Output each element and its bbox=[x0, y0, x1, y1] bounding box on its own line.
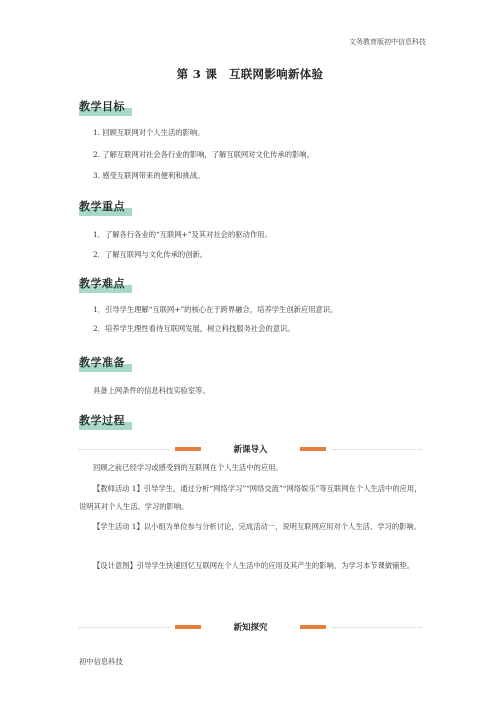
section-process-heading bbox=[79, 413, 125, 431]
lesson-title: 第 3 课 互联网影响新体验 bbox=[176, 67, 324, 81]
divider-accent bbox=[300, 447, 326, 451]
subsection-title: 新知探究 bbox=[233, 623, 268, 633]
section-key-heading bbox=[79, 199, 125, 217]
section-title: 教学重点 bbox=[79, 200, 125, 213]
teacher-activity-paragraph: 【教师活动 1】引导学生，通过分析“网络学习”“网络交流”“网络娱乐”等互联网在个人生活中的应用，说明其对个人生活、学习的影响。 bbox=[79, 484, 422, 511]
intro-paragraph: 回顾之前已经学习或感受到的互联网在个人生活中的应用。 bbox=[93, 463, 283, 472]
key-item: 2．了解互联网与文化传承的创新。 bbox=[93, 250, 208, 259]
difficulty-item: 2．培养学生理性看待互联网发展，树立科技服务社会的意识。 bbox=[93, 324, 295, 333]
subsection-title: 新课导入 bbox=[233, 445, 268, 455]
divider-rule bbox=[332, 627, 422, 628]
section-title: 教学过程 bbox=[79, 414, 125, 427]
difficulty-item: 1．引导学生理解“互联网+”的核心在于跨界融合，培养学生创新应用意识。 bbox=[93, 305, 338, 314]
goal-item: 3. 感受互联网带来的便利和挑战。 bbox=[93, 171, 205, 180]
page-footer: 初中信息科技 bbox=[79, 657, 123, 666]
subsection-intro-divider bbox=[79, 441, 422, 457]
section-difficulty-heading bbox=[79, 276, 125, 294]
section-title: 教学目标 bbox=[79, 100, 125, 113]
page-header: 文务教育版初中信息科技 bbox=[349, 38, 426, 46]
student-activity-paragraph: 【学生活动 1】以小组为单位参与分析讨论，完成活动一，说明互联网应用对个人生活、学习的影响。 bbox=[93, 522, 422, 531]
subsection-explore-divider bbox=[79, 619, 422, 635]
section-title: 教学准备 bbox=[79, 356, 125, 369]
divider-accent bbox=[300, 625, 326, 629]
section-prep-heading bbox=[79, 355, 125, 373]
goal-item: 1. 回顾互联网对个人生活的影响。 bbox=[93, 128, 205, 137]
goal-item: 2. 了解互联网对社会各行业的影响，了解互联网对文化传承的影响。 bbox=[93, 150, 314, 159]
prep-text: 具备上网条件的信息科技实验室等。 bbox=[93, 386, 210, 395]
key-item: 1．了解各行各业的“互联网+”及其对社会的驱动作用。 bbox=[93, 230, 272, 239]
section-goals-heading bbox=[79, 99, 125, 117]
design-intent-paragraph: 【设计意图】引导学生快速回忆互联网在个人生活中的应用及其产生的影响，为学习本节课做铺垫。 bbox=[93, 561, 415, 570]
section-title: 教学难点 bbox=[79, 277, 125, 290]
divider-rule bbox=[332, 449, 422, 450]
